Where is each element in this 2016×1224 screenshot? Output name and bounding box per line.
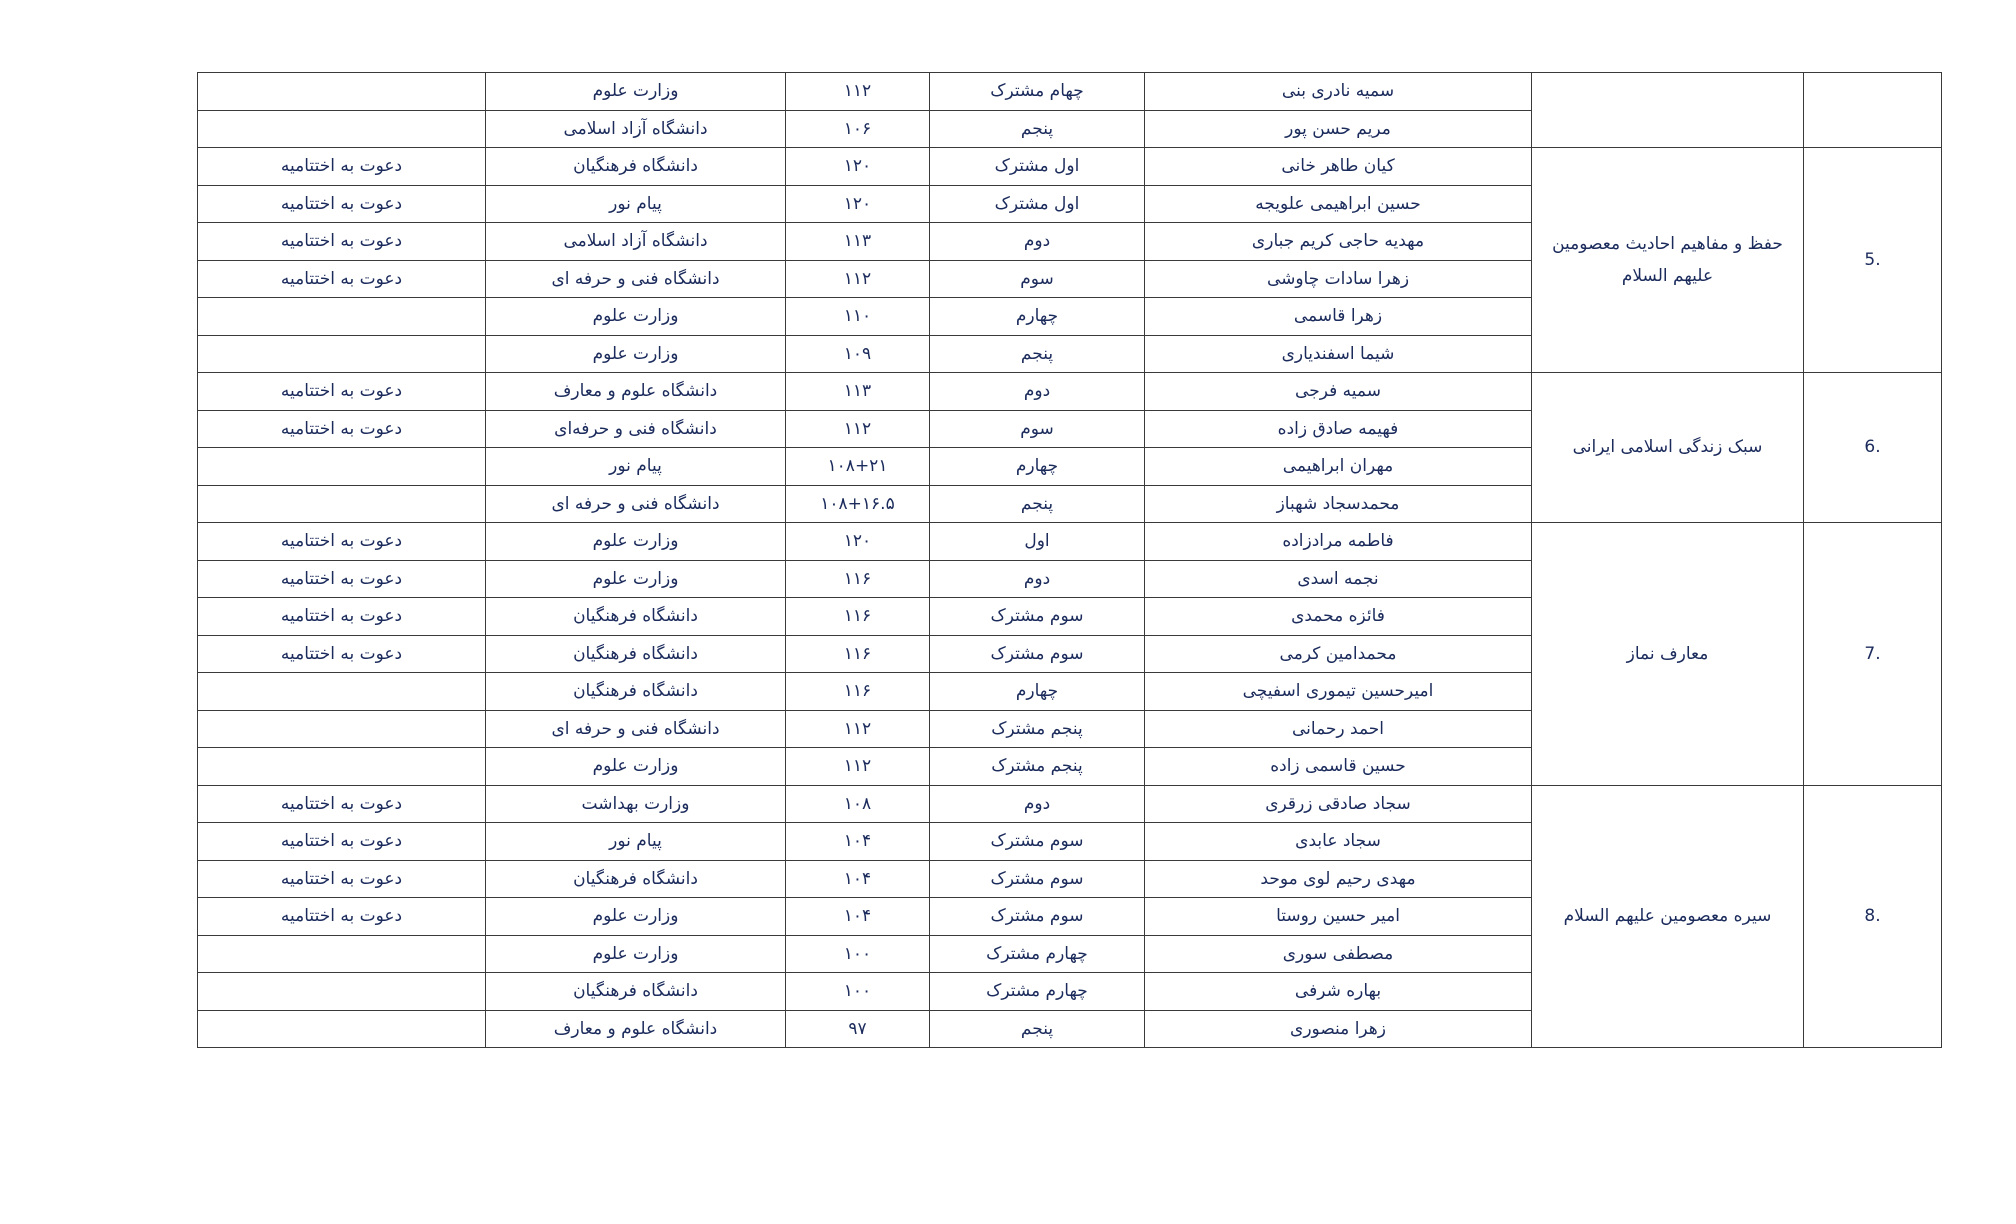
note-cell: دعوت به اختتامیه [198,523,486,561]
rank-cell: چهارم مشترک [930,935,1145,973]
score-cell: ۱۱۶ [786,635,930,673]
participant-name: زهرا قاسمی [1145,298,1532,336]
participant-name: شیما اسفندیاری [1145,335,1532,373]
organization-cell: پیام نور [486,185,786,223]
participant-name: حسین قاسمی زاده [1145,748,1532,786]
participant-name: سجاد صادقی زرقری [1145,785,1532,823]
score-cell: ۱۱۲ [786,410,930,448]
organization-cell: وزارت علوم [486,560,786,598]
organization-cell: وزارت علوم [486,935,786,973]
note-cell [198,448,486,486]
rank-cell: پنجم مشترک [930,710,1145,748]
note-cell [198,748,486,786]
organization-cell: دانشگاه آزاد اسلامی [486,110,786,148]
participant-name: کیان طاهر خانی [1145,148,1532,186]
note-cell [198,973,486,1011]
rank-cell: سوم مشترک [930,860,1145,898]
participant-name: امیر حسین روستا [1145,898,1532,936]
score-cell: ۱۱۲ [786,748,930,786]
rank-cell: دوم [930,560,1145,598]
participant-name: زهرا سادات چاوشی [1145,260,1532,298]
rank-cell: پنجم [930,485,1145,523]
note-cell [198,1010,486,1048]
organization-cell: پیام نور [486,448,786,486]
score-cell: ۱۱۲ [786,260,930,298]
organization-cell: دانشگاه فنی و حرفه‌ای [486,410,786,448]
organization-cell: دانشگاه فرهنگیان [486,860,786,898]
score-cell: ۱۰۴ [786,860,930,898]
score-cell: ۱۰۸+۲۱ [786,448,930,486]
row-number: 7. [1804,523,1942,786]
participant-name: امیرحسین تیموری اسفیچی [1145,673,1532,711]
organization-cell: دانشگاه فرهنگیان [486,598,786,636]
participant-name: مصطفی سوری [1145,935,1532,973]
organization-cell: دانشگاه فرهنگیان [486,148,786,186]
score-cell: ۱۱۰ [786,298,930,336]
rank-cell: دوم [930,223,1145,261]
score-cell: ۱۲۰ [786,523,930,561]
row-number: 8. [1804,785,1942,1048]
organization-cell: وزارت علوم [486,298,786,336]
score-cell: ۱۰۹ [786,335,930,373]
rank-cell: دوم [930,373,1145,411]
note-cell: دعوت به اختتامیه [198,148,486,186]
participant-name: بهاره شرفی [1145,973,1532,1011]
participant-name: مهدی رحیم لوی موحد [1145,860,1532,898]
rank-cell: سوم مشترک [930,635,1145,673]
score-cell: ۱۰۰ [786,973,930,1011]
note-cell: دعوت به اختتامیه [198,260,486,298]
rank-cell: دوم [930,785,1145,823]
rank-cell: چهارم [930,298,1145,336]
participant-name: محمدامین کرمی [1145,635,1532,673]
organization-cell: دانشگاه فنی و حرفه ای [486,260,786,298]
rank-cell: پنجم [930,1010,1145,1048]
table-row [198,785,1942,823]
rank-cell: سوم مشترک [930,823,1145,861]
competition-topic: سیره معصومین علیهم السلام [1532,785,1804,1048]
results-body [198,73,1942,1048]
note-cell [198,935,486,973]
organization-cell: وزارت علوم [486,335,786,373]
note-cell [198,673,486,711]
note-cell [198,298,486,336]
organization-cell: دانشگاه علوم و معارف [486,373,786,411]
note-cell: دعوت به اختتامیه [198,410,486,448]
score-cell: ۱۱۶ [786,673,930,711]
organization-cell: وزارت علوم [486,898,786,936]
participant-name: فاطمه مرادزاده [1145,523,1532,561]
organization-cell: دانشگاه فرهنگیان [486,673,786,711]
score-cell: ۱۲۰ [786,148,930,186]
score-cell: ۱۱۳ [786,223,930,261]
score-cell: ۱۰۶ [786,110,930,148]
rank-cell: چهارم [930,673,1145,711]
row-number: 5. [1804,148,1942,373]
organization-cell: دانشگاه فرهنگیان [486,635,786,673]
note-cell [198,485,486,523]
participant-name: مهدیه حاجی کریم جباری [1145,223,1532,261]
note-cell: دعوت به اختتامیه [198,185,486,223]
note-cell: دعوت به اختتامیه [198,598,486,636]
note-cell: دعوت به اختتامیه [198,635,486,673]
organization-cell: دانشگاه آزاد اسلامی [486,223,786,261]
rank-cell: سوم مشترک [930,598,1145,636]
note-cell: دعوت به اختتامیه [198,373,486,411]
rank-cell: سوم مشترک [930,898,1145,936]
rank-cell: پنجم [930,335,1145,373]
score-cell: ۱۱۶ [786,598,930,636]
organization-cell: دانشگاه فرهنگیان [486,973,786,1011]
organization-cell: وزارت علوم [486,523,786,561]
score-cell: ۱۱۲ [786,73,930,111]
rank-cell: چهارم مشترک [930,973,1145,1011]
score-cell: ۱۱۲ [786,710,930,748]
note-cell: دعوت به اختتامیه [198,785,486,823]
participant-name: زهرا منصوری [1145,1010,1532,1048]
score-cell: ۱۰۴ [786,823,930,861]
participant-name: محمدسجاد شهباز [1145,485,1532,523]
participant-name: حسین ابراهیمی علویجه [1145,185,1532,223]
note-cell: دعوت به اختتامیه [198,898,486,936]
rank-cell: چهارم [930,448,1145,486]
results-table [197,72,1942,1048]
organization-cell: دانشگاه فنی و حرفه ای [486,485,786,523]
organization-cell: وزارت بهداشت [486,785,786,823]
competition-topic: معارف نماز [1532,523,1804,786]
note-cell [198,73,486,111]
score-cell: ۱۱۶ [786,560,930,598]
participant-name: فهیمه صادق زاده [1145,410,1532,448]
note-cell: دعوت به اختتامیه [198,860,486,898]
score-cell: ۱۰۰ [786,935,930,973]
rank-cell: اول مشترک [930,185,1145,223]
rank-cell: چهام مشترک [930,73,1145,111]
organization-cell: پیام نور [486,823,786,861]
participant-name: نجمه اسدی [1145,560,1532,598]
table-row [198,523,1942,561]
participant-name: مریم حسن پور [1145,110,1532,148]
row-number [1804,73,1942,148]
rank-cell: پنجم مشترک [930,748,1145,786]
competition-topic: سبک زندگی اسلامی ایرانی [1532,373,1804,523]
participant-name: فائزه محمدی [1145,598,1532,636]
rank-cell: پنجم [930,110,1145,148]
rank-cell: اول [930,523,1145,561]
organization-cell: وزارت علوم [486,73,786,111]
score-cell: ۱۰۸+۱۶.۵ [786,485,930,523]
note-cell [198,110,486,148]
note-cell [198,710,486,748]
note-cell [198,335,486,373]
score-cell: ۱۰۴ [786,898,930,936]
participant-name: سمیه نادری بنی [1145,73,1532,111]
score-cell: ۱۱۳ [786,373,930,411]
table-row [198,73,1942,111]
table-row [198,373,1942,411]
organization-cell: دانشگاه علوم و معارف [486,1010,786,1048]
score-cell: ۹۷ [786,1010,930,1048]
participant-name: سمیه فرجی [1145,373,1532,411]
organization-cell: دانشگاه فنی و حرفه ای [486,710,786,748]
note-cell: دعوت به اختتامیه [198,560,486,598]
row-number: 6. [1804,373,1942,523]
organization-cell: وزارت علوم [486,748,786,786]
note-cell: دعوت به اختتامیه [198,823,486,861]
competition-topic: حفظ و مفاهیم احادیث معصومین علیهم السلام [1532,148,1804,373]
rank-cell: اول مشترک [930,148,1145,186]
rank-cell: سوم [930,410,1145,448]
participant-name: احمد رحمانی [1145,710,1532,748]
participant-name: سجاد عابدی [1145,823,1532,861]
note-cell: دعوت به اختتامیه [198,223,486,261]
score-cell: ۱۲۰ [786,185,930,223]
competition-topic [1532,73,1804,148]
table-row [198,148,1942,186]
score-cell: ۱۰۸ [786,785,930,823]
rank-cell: سوم [930,260,1145,298]
participant-name: مهران ابراهیمی [1145,448,1532,486]
